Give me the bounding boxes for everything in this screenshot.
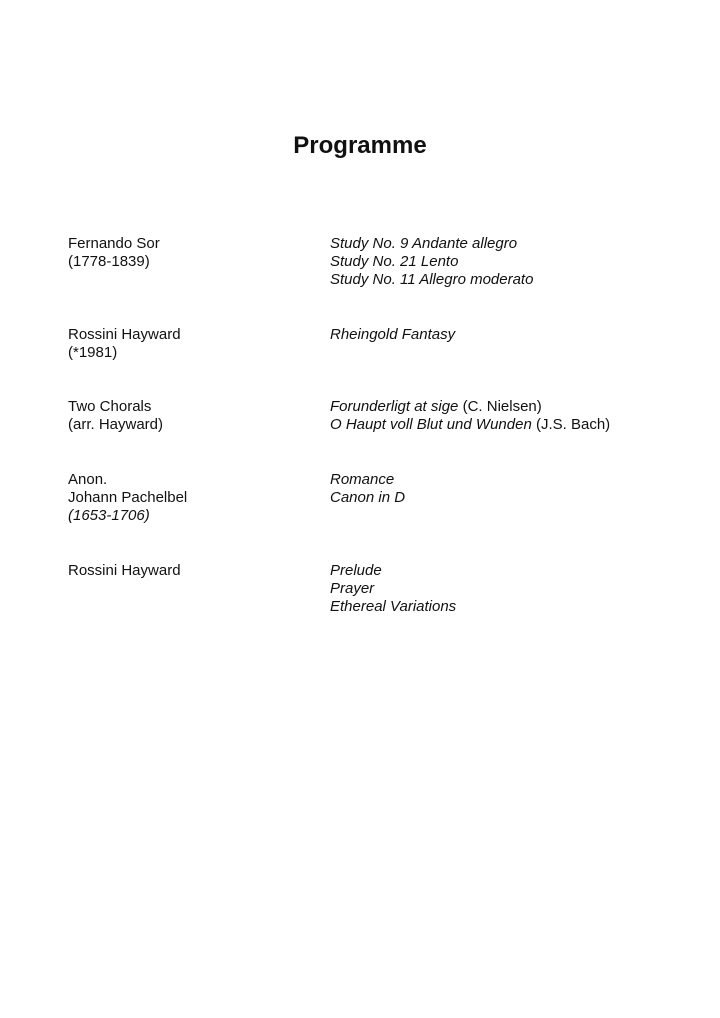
works-block [330,398,710,434]
composer-name: Fernando Sor [68,235,160,252]
work-line [330,416,710,434]
work-title: Forunderligt at sige [330,398,459,415]
work-line [330,471,710,489]
works-block [330,235,710,290]
composer-block [68,562,318,580]
work-title: Ethereal Variations [330,598,457,616]
composer-name: Two Chorals [68,398,152,415]
work-line [330,271,710,289]
work-line [330,598,710,616]
work-note: (C. Nielsen) [458,398,542,415]
page-title: Programme [293,132,427,159]
works-block [330,562,710,617]
work-line [330,326,710,344]
composer-dates: (*1981) [68,344,118,362]
composer-block [68,235,318,271]
composer-arranger: (arr. Hayward) [68,416,164,434]
work-line [330,235,710,253]
work-title: Prelude [330,562,382,579]
work-title: O Haupt voll Blut und Wunden [330,416,532,434]
work-note: (J.S. Bach) [531,416,611,434]
composer-block [68,398,318,434]
composer-name: Johann Pachelbel [68,489,188,507]
composer-name: Anon. [68,471,108,488]
composer-block [68,471,318,526]
work-title: Study No. 11 Allegro moderato [330,271,534,289]
composer-dates: (1653-1706) [68,507,150,525]
work-title: Canon in D [330,489,406,507]
works-block [330,471,710,507]
work-line [330,398,710,416]
composer-name: Rossini Hayward [68,562,181,579]
work-title: Rheingold Fantasy [330,326,456,343]
composer-block [68,326,318,362]
works-block [330,326,710,344]
work-line [330,489,710,507]
work-line [330,253,710,271]
work-title: Study No. 9 Andante allegro [330,235,518,252]
composer-name: Rossini Hayward [68,326,181,343]
work-title: Study No. 21 Lento [330,253,459,271]
work-title: Prayer [330,580,375,598]
composer-dates: (1778-1839) [68,253,150,271]
work-line [330,562,710,580]
work-line [330,580,710,598]
work-title: Romance [330,471,395,488]
